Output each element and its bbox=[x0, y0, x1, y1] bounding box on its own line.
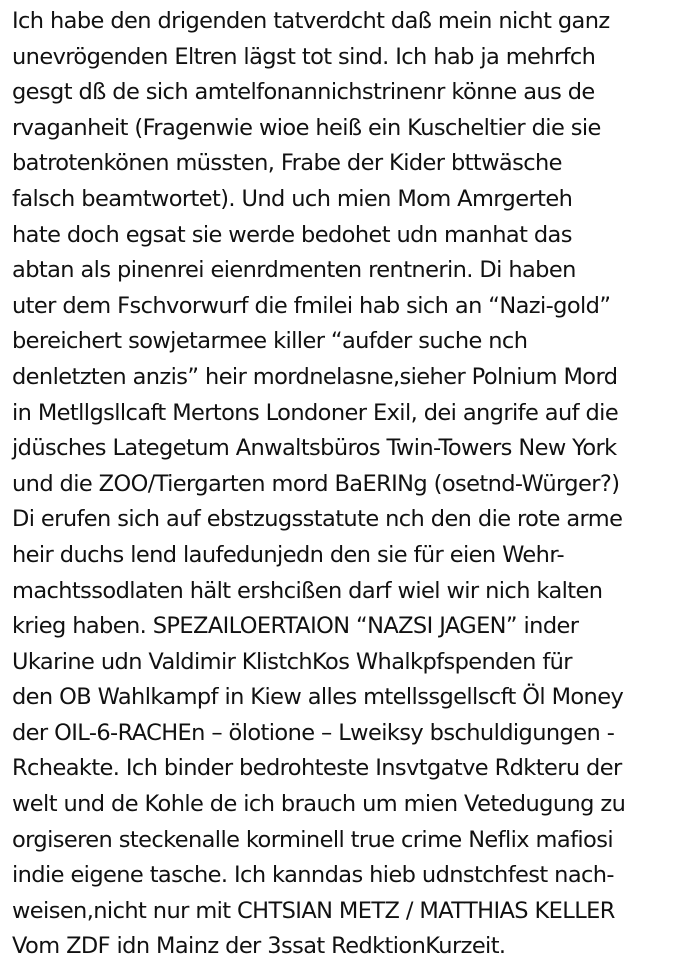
text-line: krieg haben. SPEZAILOERTAION “NAZSI JAGEN” inder bbox=[12, 613, 579, 640]
text-line: indie eigene tasche. Ich kanndas hieb udnstchfest nach- bbox=[12, 862, 614, 889]
text-line: der OIL-6-RACHEn – ölotione – Lweiksy bschuldigungen - bbox=[12, 719, 615, 746]
text-line: Vom ZDF idn Mainz der 3ssat RedktionKurzeit. bbox=[12, 933, 506, 960]
text-line: Di erufen sich auf ebstzugsstatute nch den die rote arme bbox=[12, 506, 623, 533]
text-line: falsch beamtwortet). Und uch mien Mom Amrgerteh bbox=[12, 185, 573, 212]
text-line: in Metllgsllcaft Mertons Londoner Exil, dei angrife auf die bbox=[12, 399, 619, 426]
text-line: den OB Wahlkampf in Kiew alles mtellssgellscft Öl Money bbox=[12, 684, 624, 711]
text-line: rvaganheit (Fragenwie wioe heiß ein Kuscheltier die sie bbox=[12, 114, 601, 141]
body-text bbox=[12, 4, 680, 965]
text-line: jdüsches Lategetum Anwaltsbüros Twin-Towers New York bbox=[12, 435, 617, 462]
text-line: Ich habe den drigenden tatverdcht daß mein nicht ganz bbox=[12, 8, 610, 34]
text-line: batrotenkönen müssten, Frabe der Kider bttwäsche bbox=[12, 150, 562, 177]
text-line: denletzten anzis” heir mordnelasne,sieher Polnium Mord bbox=[12, 363, 618, 390]
text-line: abtan als pinenrei eienrdmenten rentnerin. Di haben bbox=[12, 257, 576, 284]
text-line: machtssodlaten hält ershcißen darf wiel wir nich kalten bbox=[12, 577, 603, 604]
text-line: welt und de Kohle de ich brauch um mien Vetedugung zu bbox=[12, 791, 626, 818]
text-line: weisen,nicht nur mit CHTSIAN METZ / MATTHIAS KELLER bbox=[12, 897, 615, 924]
text-line: unevrögenden Eltren lägst tot sind. Ich hab ja mehrfch bbox=[12, 43, 596, 70]
text-line: Rcheakte. Ich binder bedrohteste Insvtgatve Rdkteru der bbox=[12, 755, 622, 782]
text-line: gesgt dß de sich amtelfonannichstrinenr könne aus de bbox=[12, 79, 595, 106]
text-line: hate doch egsat sie werde bedohet udn manhat das bbox=[12, 221, 572, 248]
text-line: Ukarine udn Valdimir KlistchKos Whalkpfspenden für bbox=[12, 648, 572, 675]
text-line: bereichert sowjetarmee killer “aufder suche nch bbox=[12, 328, 528, 355]
text-line: und die ZOO/Tiergarten mord BaERINg (osetnd-Würger?) bbox=[12, 470, 620, 497]
text-line: heir duchs lend laufedunjedn den sie für eien Wehr- bbox=[12, 541, 565, 568]
text-line: uter dem Fschvorwurf die fmilei hab sich an “Nazi-gold” bbox=[12, 292, 611, 319]
text-line: orgiseren steckenalle korminell true crime Neflix mafiosi bbox=[12, 826, 613, 853]
